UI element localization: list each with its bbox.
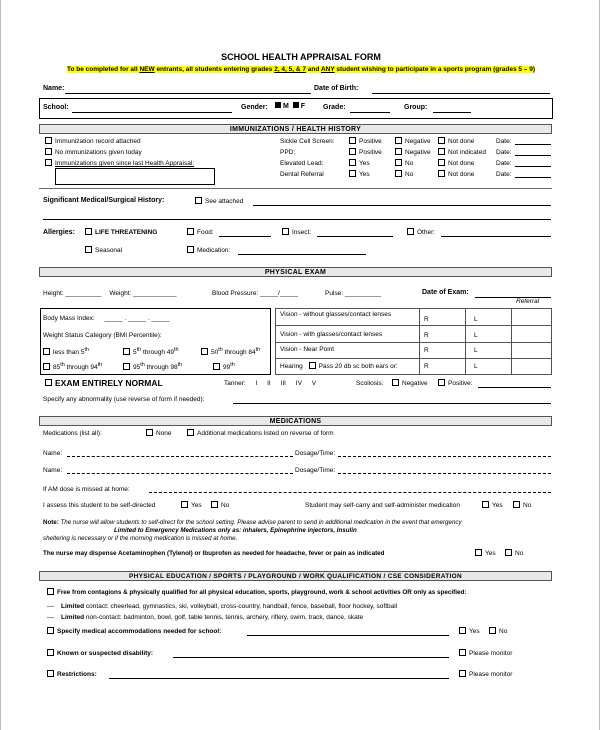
immunization-record-item: [45, 138, 141, 145]
ppd-date-label: Date:: [496, 149, 512, 156]
scoliosis-positive: [438, 380, 473, 387]
gender-label: Gender:: [241, 104, 268, 111]
food-allergy: [187, 229, 214, 236]
medications-header: MEDICATIONS: [39, 416, 552, 426]
tylenol-yes-checkbox[interactable]: [475, 549, 482, 556]
food-field[interactable]: [219, 236, 271, 237]
vision-without-label: Vision - without glasses/contact lenses: [280, 311, 392, 318]
immunizations-given-item: [45, 160, 194, 167]
no-immunizations-label: No immunizations given today: [55, 149, 142, 157]
note-label: Note:: [43, 519, 59, 526]
pulse-label: Pulse:: [325, 290, 344, 297]
tylenol-no: [505, 550, 523, 557]
bmi-5-49-sup2: th: [174, 347, 179, 353]
dental-yes-label: Yes: [359, 171, 370, 179]
see-attached-checkbox[interactable]: [195, 197, 202, 204]
height-field[interactable]: __________: [65, 290, 102, 297]
weight-label: Weight:: [109, 290, 132, 297]
other-checkbox[interactable]: [407, 228, 414, 235]
food-checkbox[interactable]: [187, 228, 194, 235]
self-carry-no: [513, 502, 531, 509]
bmi-85-94-sup: th: [60, 362, 65, 368]
medications-none-checkbox[interactable]: [146, 429, 153, 436]
free-contagions-label: Free from contagions & physically qualified for all physical education, sports, playground, work & school activities OR only as specified:: [57, 589, 467, 597]
accommodations-yes: [459, 628, 480, 635]
weight-field[interactable]: ____________: [133, 290, 177, 297]
bp-field[interactable]: _____/_____: [260, 290, 299, 297]
other-field[interactable]: [441, 236, 551, 237]
vision-without-l[interactable]: L: [474, 316, 478, 323]
subtitle-grades: 2, 4, 5, & 7: [274, 66, 306, 73]
medication-allergy-checkbox[interactable]: [187, 246, 194, 253]
bmi-99-start: 99: [223, 364, 231, 372]
life-threatening-label: LIFE THREATENING: [95, 229, 158, 237]
gender-options: [273, 103, 305, 110]
med-name-label-2: Name:: [43, 467, 63, 474]
bmi-label: Body Mass Index:: [43, 315, 95, 322]
medication-allergy: [187, 247, 230, 254]
school-field[interactable]: [72, 112, 232, 113]
accommodations: [47, 628, 221, 635]
medications-none: [146, 430, 172, 437]
tylenol-no-label: No: [515, 550, 524, 558]
history-field[interactable]: [253, 205, 551, 206]
ppd-positive-label: Positive: [359, 149, 382, 157]
see-attached: [195, 198, 243, 205]
ppd-negative: [395, 149, 431, 156]
grade-field[interactable]: [350, 112, 390, 113]
disability: [47, 650, 153, 657]
sickle-date-field[interactable]: [515, 144, 551, 145]
sickle-negative-label: Negative: [405, 138, 431, 146]
scoliosis-positive-checkbox[interactable]: [438, 379, 445, 386]
tanner-stage-1[interactable]: I: [255, 380, 258, 387]
medication-allergy-label: Medication:: [197, 247, 231, 255]
ppd-negative-label: Negative: [405, 149, 431, 157]
tylenol-label: The nurse may dispense Acetaminophen (Tylenol) or Ibuprofen as needed for headache, fever or pain as indicated: [43, 550, 385, 557]
pulse-group: [325, 290, 381, 297]
immunizations-header: IMMUNIZATIONS / HEALTH HISTORY: [39, 124, 552, 134]
tanner-group: [224, 380, 316, 387]
group-field[interactable]: [433, 112, 471, 113]
bmi-85-94-checkbox[interactable]: [43, 363, 50, 370]
lead-date-label: Date:: [496, 160, 512, 167]
tylenol-yes: [475, 550, 496, 557]
limited-contact-blank[interactable]: __: [47, 600, 55, 607]
vision-with-l[interactable]: L: [474, 332, 478, 339]
tanner-stage-2[interactable]: II: [267, 380, 271, 387]
exam-date-field[interactable]: [475, 297, 551, 298]
bmi-99: [213, 362, 235, 371]
am-dose-field[interactable]: [149, 492, 551, 493]
hearing-l[interactable]: L: [474, 363, 478, 370]
see-attached-label: See attached: [205, 198, 244, 206]
med-dosage-field-1[interactable]: [338, 456, 551, 457]
dental-yes-checkbox[interactable]: [349, 170, 356, 177]
accommodations-no: [489, 628, 507, 635]
free-contagions-checkbox[interactable]: [47, 588, 54, 595]
form-title: SCHOOL HEALTH APPRAISAL FORM: [221, 52, 381, 62]
subtitle-text-3: and: [306, 66, 321, 73]
dental-label: Dental Referral: [280, 171, 324, 178]
scoliosis-negative-label: Negative: [402, 380, 428, 388]
exam-normal: [45, 378, 163, 388]
divider: [39, 188, 552, 189]
bmi-5-49-checkbox[interactable]: [123, 348, 130, 355]
bmi-99-checkbox[interactable]: [213, 363, 220, 370]
med-name-label-1: Name:: [43, 450, 63, 457]
exam-date-label: Date of Exam:: [422, 289, 469, 296]
bmi-less5-label: less than 5: [53, 349, 85, 357]
tanner-stage-3[interactable]: III: [280, 380, 286, 387]
bmi-85-94-rest: through 94: [64, 364, 98, 372]
accommodations-no-checkbox[interactable]: [489, 627, 496, 634]
dental-date-field[interactable]: [515, 177, 551, 178]
pulse-field[interactable]: __________: [344, 290, 382, 297]
sickle-positive: [349, 138, 382, 145]
dental-yes: [349, 171, 370, 178]
scoliosis-label: Scoliosis:: [356, 380, 384, 387]
bmi-85-94-start: 85: [53, 364, 61, 372]
lead-yes-checkbox[interactable]: [349, 159, 356, 166]
vision-row-divider-1: [275, 325, 552, 326]
hearing-pass-label: Pass 20 db sc both ears or:: [318, 363, 398, 371]
sickle-positive-label: Positive: [359, 138, 382, 146]
lead-no: [395, 160, 413, 167]
dental-no-label: No: [405, 171, 414, 179]
medication-allergy-field[interactable]: [238, 254, 366, 255]
bmi-85-94-sup2: th: [97, 362, 103, 368]
medications-additional: [187, 430, 334, 437]
ppd-negative-checkbox[interactable]: [395, 148, 402, 155]
sickle-positive-checkbox[interactable]: [349, 137, 356, 144]
vision-row-divider-3: [275, 358, 552, 359]
medications-none-label: None: [156, 430, 172, 438]
accommodations-field[interactable]: [247, 635, 449, 636]
physical-exam-header: PHYSICAL EXAM: [39, 267, 552, 277]
self-directed-no: [211, 502, 229, 509]
lead-no-label: No: [405, 160, 414, 168]
vision-with-label: Vision - with glasses/contact lenses: [280, 331, 383, 338]
allergies-label: Allergies:: [43, 229, 75, 236]
other-label: Other:: [417, 229, 436, 237]
nurse-note-2: sheltering is necessary or if the morning medication is missed at home.: [43, 535, 238, 542]
bmi-5-49-sup: th: [136, 347, 142, 353]
exam-normal-label: EXAM ENTIRELY NORMAL: [55, 378, 163, 388]
abnormality-label: Specify any abnormality (use reverse of form if needed):: [43, 396, 205, 403]
tanner-stage-5[interactable]: V: [311, 380, 317, 387]
bmi-95-98-sup2: th: [177, 362, 183, 368]
gender-m-label: M: [283, 103, 289, 110]
hearing-pass-checkbox[interactable]: [309, 362, 316, 369]
dental-notdone-checkbox[interactable]: [438, 170, 445, 177]
self-carry-yes-label: Yes: [492, 502, 503, 510]
scoliosis-negative-checkbox[interactable]: [392, 379, 399, 386]
restrictions: [47, 671, 97, 678]
vision-near-r[interactable]: R: [424, 347, 429, 354]
bmi-50-84: [201, 347, 260, 356]
name-label: Name:: [43, 85, 65, 92]
self-directed-yes-checkbox[interactable]: [181, 501, 188, 508]
dental-no-checkbox[interactable]: [395, 170, 402, 177]
vision-with-r[interactable]: R: [424, 332, 429, 339]
vision-near-l[interactable]: L: [474, 347, 478, 354]
gender-f-label: F: [300, 103, 306, 110]
limited-noncontact-prefix: Limited: [61, 614, 85, 621]
accommodations-checkbox[interactable]: [47, 627, 54, 634]
history-field-2[interactable]: [43, 219, 551, 220]
ppd-notindicated-label: Not indicated: [448, 149, 486, 157]
bp-group: [212, 290, 298, 297]
subtitle-text-1: To be completed for all: [66, 66, 140, 73]
tylenol-no-checkbox[interactable]: [505, 549, 512, 556]
bmi-50-84-checkbox[interactable]: [201, 348, 208, 355]
limited-noncontact-blank[interactable]: __: [47, 611, 55, 618]
lead-yes: [349, 160, 370, 167]
med-name-field-2[interactable]: [67, 473, 293, 474]
restrictions-monitor: [459, 671, 512, 678]
medications-additional-checkbox[interactable]: [187, 429, 194, 436]
self-carry-no-label: No: [523, 502, 532, 510]
height-label: Height:: [43, 290, 64, 297]
insect-allergy: [282, 229, 311, 236]
sickle-notdone-label: Not done: [448, 138, 475, 146]
note-text: The nurse will allow students to self-direct for the school setting. Please advise parent to send in additional medication in the event that emergency: [58, 519, 462, 526]
seasonal-allergy: [85, 247, 122, 254]
vision-without-r[interactable]: R: [424, 316, 429, 323]
ppd-positive: [349, 149, 382, 156]
grade-label: Grade:: [323, 104, 346, 111]
sickle-notdone-checkbox[interactable]: [438, 137, 445, 144]
sickle-cell-label: Sickle Cell Screen:: [280, 138, 335, 145]
subtitle-text-4: student wishing to participate in a sports program (grades 5 – 9): [334, 66, 535, 73]
self-directed-yes-label: Yes: [191, 502, 202, 510]
bmi-50-84-rest: through 84: [222, 349, 256, 357]
subtitle-new: NEW: [139, 66, 155, 73]
scoliosis-negative: [392, 380, 428, 387]
limited-contact-prefix: Limited: [61, 603, 85, 610]
bmi-less5-sup: th: [84, 347, 89, 353]
seasonal-label: Seasonal: [95, 247, 123, 255]
self-carry-yes: [482, 502, 503, 509]
med-dosage-field-2[interactable]: [338, 473, 551, 474]
ppd-notindicated-checkbox[interactable]: [438, 148, 445, 155]
no-immunizations-checkbox[interactable]: [45, 148, 52, 155]
subtitle-text-2: entrants, all students entering grades: [154, 66, 275, 73]
disability-field[interactable]: [173, 657, 449, 658]
disability-checkbox[interactable]: [47, 649, 54, 656]
lead-yes-label: Yes: [359, 160, 370, 168]
lead-label: Elevated Lead:: [280, 160, 324, 167]
bmi-95-98-sup: th: [140, 362, 145, 368]
immunizations-given-label: Immunizations given since last Health Appraisal:: [55, 160, 195, 168]
restrictions-label: Restrictions:: [57, 671, 97, 679]
med-name-field-1[interactable]: [67, 456, 293, 457]
accommodations-label: Specify medical accommodations needed for school:: [57, 628, 222, 636]
self-directed-no-label: No: [221, 502, 230, 510]
bmi-field[interactable]: _____ . _____ . _____: [104, 315, 170, 322]
am-dose-label: If AM dose is missed at home:: [43, 486, 130, 493]
tylenol-yes-label: Yes: [485, 550, 496, 558]
dental-notdone: [438, 171, 474, 178]
hearing-row: [280, 363, 398, 370]
insect-checkbox[interactable]: [282, 228, 289, 235]
lead-no-checkbox[interactable]: [395, 159, 402, 166]
sickle-negative-checkbox[interactable]: [395, 137, 402, 144]
bmi-less5-checkbox[interactable]: [43, 348, 50, 355]
ppd-positive-checkbox[interactable]: [349, 148, 356, 155]
insect-field[interactable]: [317, 236, 393, 237]
limited-contact-label: contact: cheerlead, gymnastics, ski, volleyball, cross-country, handball, fence, baseball, floor hockey, softball: [84, 603, 398, 610]
dental-no: [395, 171, 413, 178]
weight-status-label: Weight Status Category (BMI Percentile):: [43, 332, 162, 339]
bmi-less5: [43, 347, 89, 356]
sickle-notdone: [438, 138, 474, 145]
free-contagions: [47, 589, 466, 596]
exam-normal-checkbox[interactable]: [45, 379, 52, 386]
bmi-99-sup: th: [230, 362, 235, 368]
restrictions-monitor-checkbox[interactable]: [459, 670, 466, 677]
lead-notdone: [438, 160, 474, 167]
self-directed-no-checkbox[interactable]: [211, 501, 218, 508]
vision-row-divider-2: [275, 342, 552, 343]
immunizations-given-checkbox[interactable]: [45, 159, 52, 166]
self-directed-yes: [181, 502, 202, 509]
gender-m-checkbox[interactable]: [275, 102, 281, 108]
hearing-r[interactable]: R: [424, 363, 429, 370]
med-dosage-label-2: Dosage/Time:: [295, 467, 336, 474]
limited-emergency: Limited to Emergency Medications only as: inhalers, Epinephrine injectors, Insulin: [114, 527, 357, 534]
bmi-95-98: [123, 362, 182, 371]
self-carry-yes-checkbox[interactable]: [482, 501, 489, 508]
disability-monitor-checkbox[interactable]: [459, 649, 466, 656]
self-carry-label: Student may self-carry and self-administer medication: [305, 502, 460, 509]
school-label: School:: [43, 104, 69, 111]
food-label: Food:: [197, 229, 214, 237]
medications-additional-label: Additional medications listed on reverse of form: [197, 430, 334, 438]
other-allergy: [407, 229, 435, 236]
accommodations-no-label: No: [499, 628, 508, 636]
bmi-50-84-start: 50: [211, 349, 219, 357]
bp-label: Blood Pressure:: [212, 290, 259, 297]
immunization-record-label: Immunization record attached: [55, 138, 141, 146]
hearing-label: Hearing: [280, 363, 303, 371]
immunizations-given-box[interactable]: [55, 168, 215, 185]
lead-notdone-checkbox[interactable]: [438, 159, 445, 166]
bmi-row: [43, 315, 170, 322]
subtitle-any: ANY: [320, 66, 335, 73]
ppd-date-field[interactable]: [515, 155, 551, 156]
life-threatening-checkbox[interactable]: [85, 228, 92, 235]
bmi-5-49-start: 5: [133, 349, 137, 357]
disability-monitor-label: Please monitor: [469, 650, 513, 658]
accommodations-yes-label: Yes: [469, 628, 480, 636]
scoliosis-field[interactable]: [478, 387, 551, 388]
med-dosage-label-1: Dosage/Time:: [295, 450, 336, 457]
medications-list-label: Medications (list all):: [43, 430, 102, 437]
referral-label: Referral: [516, 298, 540, 305]
disability-monitor: [459, 650, 512, 657]
bmi-50-84-sup: th: [218, 347, 223, 353]
restrictions-monitor-label: Please monitor: [469, 671, 513, 679]
life-threatening: [85, 229, 157, 236]
sickle-date-label: Date:: [496, 138, 512, 145]
bmi-95-98-start: 95: [133, 364, 141, 372]
nurse-note: [43, 519, 462, 526]
immunization-record-checkbox[interactable]: [45, 137, 52, 144]
tanner-label: Tanner:: [224, 380, 246, 387]
no-immunizations-item: [45, 149, 142, 156]
vision-near-label: Vision - Near Point: [280, 346, 335, 353]
pe-header: PHYSICAL EDUCATION / SPORTS / PLAYGROUND / WORK QUALIFICATION / CSE CONSIDERATION: [39, 571, 552, 581]
dental-notdone-label: Not done: [448, 171, 475, 179]
dob-label: Date of Birth:: [314, 85, 359, 92]
vitals-row: [43, 290, 177, 297]
self-directed-label: I assess this student to be self-directed: [43, 502, 156, 509]
ppd-label: PPD:: [280, 149, 296, 156]
form-subtitle: [1, 66, 600, 73]
self-carry-no-checkbox[interactable]: [513, 501, 520, 508]
limited-noncontact-label: non-contact: badminton, bowl, golf, table tennis, tennis, archery, riflery, swim, track, dance, skate: [84, 614, 364, 621]
limited-noncontact: [61, 614, 363, 621]
restrictions-field[interactable]: [109, 678, 449, 679]
bmi-50-84-sup2: th: [255, 347, 261, 353]
limited-contact: [61, 603, 397, 610]
scoliosis-positive-label: Positive:: [448, 380, 473, 388]
bmi-95-98-rest: through 98: [144, 364, 178, 372]
dob-field[interactable]: [372, 93, 550, 94]
bmi-5-49: [123, 347, 179, 356]
bmi-95-98-checkbox[interactable]: [123, 363, 130, 370]
name-field[interactable]: [65, 93, 311, 94]
bmi-85-94: [43, 362, 102, 371]
disability-label: Known or suspected disability:: [57, 650, 154, 658]
tanner-stage-4[interactable]: IV: [295, 380, 302, 387]
sickle-negative: [395, 138, 431, 145]
lead-date-field[interactable]: [515, 166, 551, 167]
restrictions-checkbox[interactable]: [47, 670, 54, 677]
accommodations-yes-checkbox[interactable]: [459, 627, 466, 634]
ppd-notindicated: [438, 149, 486, 156]
insect-label: Insect:: [292, 229, 312, 237]
bmi-5-49-rest: through 49: [141, 349, 175, 357]
history-label: Significant Medical/Surgical History:: [43, 197, 165, 204]
abnormality-field[interactable]: [233, 403, 551, 404]
seasonal-checkbox[interactable]: [85, 246, 92, 253]
group-label: Group:: [404, 104, 428, 111]
dental-date-label: Date:: [496, 171, 512, 178]
gender-f-checkbox[interactable]: [293, 102, 299, 108]
lead-notdone-label: Not done: [448, 160, 475, 168]
